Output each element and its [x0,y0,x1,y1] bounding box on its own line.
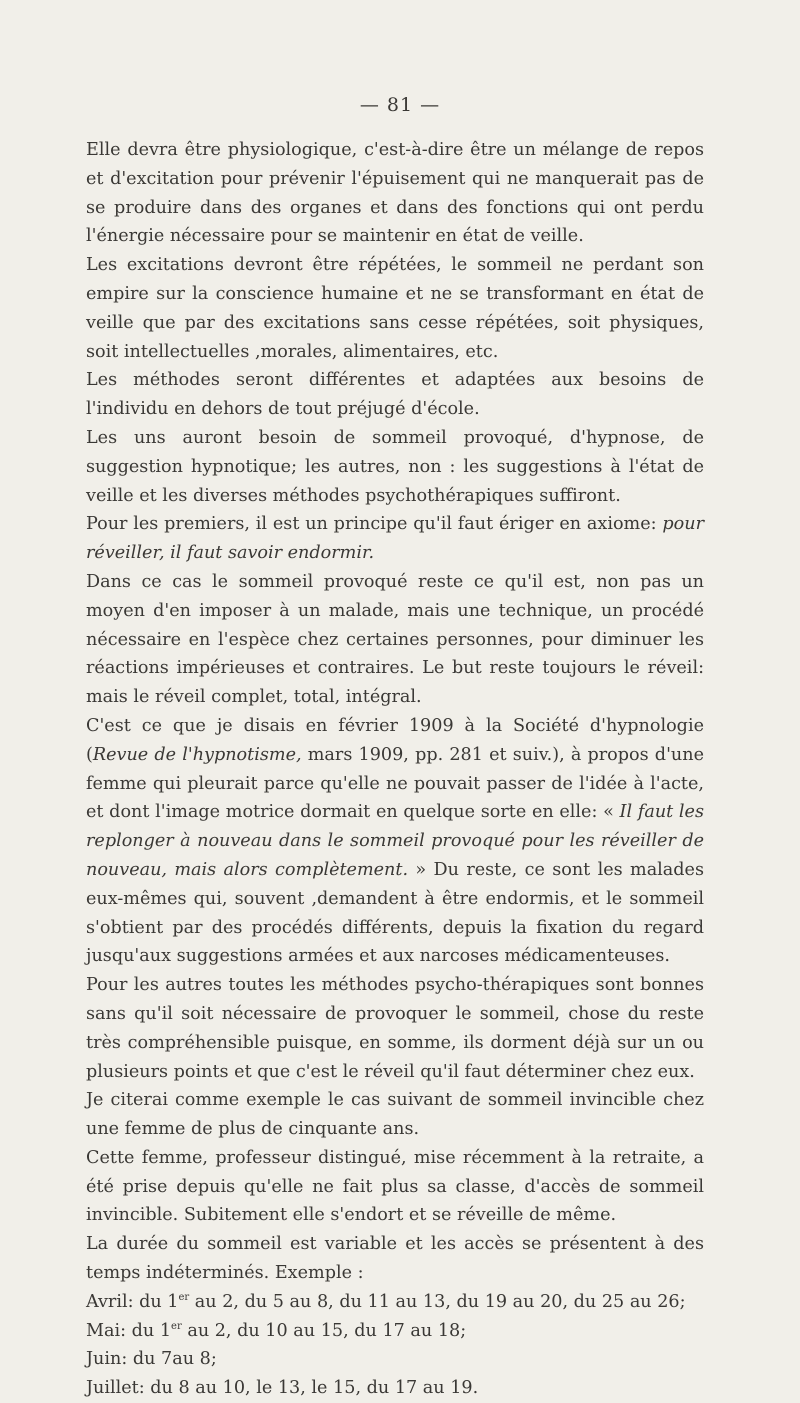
schedule-avril-b: au 2, du 5 au 8, du 11 au 13, du 19 au 20, du 25 au 26; [189,1291,686,1312]
paragraph-10: Cette femme, professeur distingué, mise récemment à la retraite, a été prise depuis qu'elle ne fait plus sa classe, d'accès de sommeil invincible. Subitement elle s'endort et se réveille de même. [86,1147,704,1226]
paragraph-5 [86,510,704,568]
axiom-italic: pour réveiller, il faut savoir endormir. [86,514,704,564]
schedule-mai [86,1317,704,1346]
paragraph-11: La durée du sommeil est variable et les accès se présentent à des temps indéterminés. Exemple : [86,1234,704,1284]
paragraph-1: Elle devra être physiologique, c'est-à-dire être un mélange de repos et d'excitation pour prévenir l'épuisement qui ne manquerait pas de se produire dans des organes et dans des fonctions qui ont perdu l'énergie nécessaire pour se maintenir en état de veille. [86,140,704,247]
paragraph-5-text: Pour les premiers, il est un principe qu'il faut ériger en axiome: [86,514,657,535]
schedule-avril-a: Avril: du 1 [86,1291,179,1312]
paragraph-4: Les uns auront besoin de sommeil provoqué, d'hypnose, de suggestion hypnotique; les autres, non : les suggestions à l'état de veille et les diverses méthodes psychothérapiques suffiront. [86,427,704,506]
paragraph-7 [86,712,704,971]
journal-title-italic: Revue de l'hypnotisme, [92,744,302,765]
schedule-mai-a: Mai: du 1 [86,1320,172,1341]
schedule-mai-b: au 2, du 10 au 15, du 17 au 18; [181,1320,467,1341]
paragraph-7-text-2: mars 1909, pp. 281 et suiv.), à propos d'une femme qui pleurait parce qu'elle ne pouvait passer de l'idée à l'acte, et dont l'image motrice dormait en quelque sorte en elle: « [86,744,704,823]
quote-italic: Il faut les replonger à nouveau dans le sommeil provoqué pour les réveiller de nouveau, mais alors complètement. [86,802,704,880]
paragraph-8: Pour les autres toutes les méthodes psycho-thérapiques sont bonnes sans qu'il soit nécessaire de provoquer le sommeil, chose du reste très compréhensible puisque, en somme, ils dorment déjà sur un ou plusieurs points et que c'est le réveil qu'il faut déterminer chez eux. [86,975,704,1082]
schedule-mai-sup: er [171,1320,182,1332]
paragraph-6: Dans ce cas le sommeil provoqué reste ce qu'il est, non pas un moyen d'en imposer à un malade, mais une technique, un procédé nécessaire en l'espèce chez certaines personnes, pour diminuer les réactions impérieuses et contraires. Le but reste toujours le réveil: mais le réveil complet, total, intégral. [86,571,704,708]
schedule-juillet: Juillet: du 8 au 10, le 13, le 15, du 17 au 19. [86,1378,479,1399]
body-text [86,136,704,1403]
schedule-juin: Juin: du 7au 8; [86,1349,217,1370]
paragraph-3: Les méthodes seront différentes et adaptées aux besoins de l'individu en dehors de tout préjugé d'école. [86,370,704,420]
schedule-avril [86,1288,704,1317]
schedule-avril-sup: er [178,1291,190,1303]
paragraph-9: Je citerai comme exemple le cas suivant de sommeil invincible chez une femme de plus de cinquante ans. [86,1090,704,1140]
paragraph-2: Les excitations devront être répétées, le sommeil ne perdant son empire sur la conscience humaine et ne se transformant en état de veille que par des excitations sans cesse répétées, soit physiques, soit intellectuelles ,morales, alimentaires, etc. [86,255,704,362]
page-number: — 81 — [359,94,441,116]
paragraph-7-text-1: C'est ce que je disais en février 1909 à la Société d'hypnologie ( [86,715,704,765]
paragraph-7-text-3: » Du reste, ce sont les malades eux-mêmes qui, souvent ,demandent à être endormis, et le sommeil s'obtient par des procédés différents, depuis la fixation du regard jusqu'aux suggestions armées et aux narcoses médicamenteuses. [86,859,705,967]
